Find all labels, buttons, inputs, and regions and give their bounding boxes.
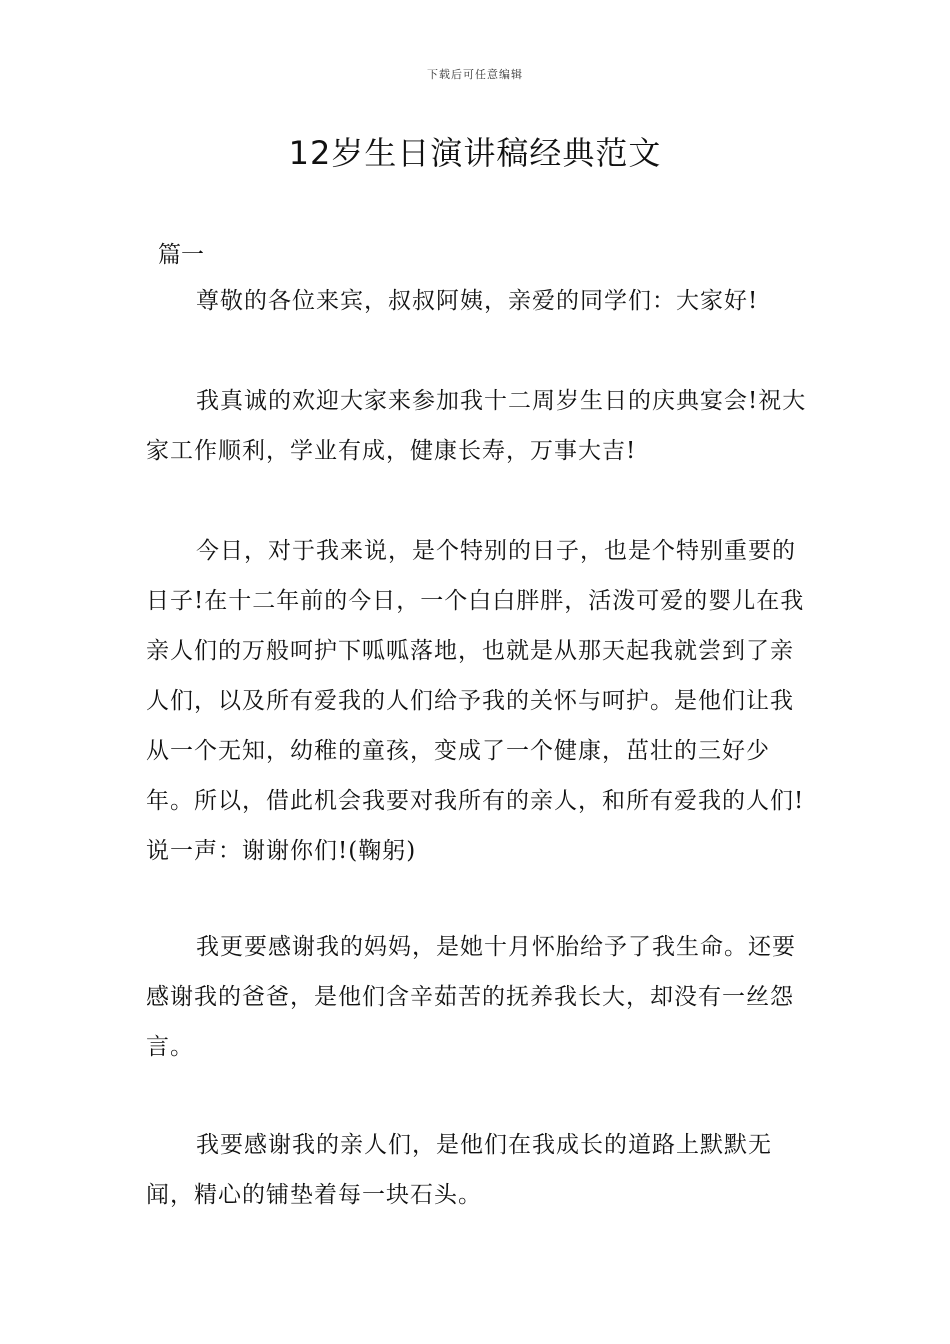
paragraph-welcome: 我真诚的欢迎大家来参加我十二周岁生日的庆典宴会!祝大家工作顺利，学业有成，健康长寿，万事大吉! [146,388,807,464]
paragraph-thank-parents: 我更要感谢我的妈妈，是她十月怀胎给予了我生命。还要感谢我的爸爸，是他们含辛茹苦的抚养我长大，却没有一丝怨言。 [146,934,796,1060]
paragraph-greeting: 尊敬的各位来宾，叔叔阿姨，亲爱的同学们：大家好! [196,288,759,314]
header-note: 下载后可任意编辑 [427,68,523,81]
document-title: 12岁生日演讲稿经典范文 [288,134,662,172]
paragraph-thank-relatives: 我要感谢我的亲人们，是他们在我成长的道路上默默无闻，精心的铺垫着每一块石头。 [146,1132,772,1208]
section-label: 篇一 [158,242,204,268]
paragraph-special-day: 今日，对于我来说，是个特别的日子，也是个特别重要的日子!在十二年前的今日，一个白白胖胖，活泼可爱的婴儿在我亲人们的万般呵护下呱呱落地，也就是从那天起我就尝到了亲人们，以及所有爱我的人们给予我的关怀与呵护。是他们让我从一个无知，幼稚的童孩，变成了一个健康，茁壮的三好少年。所以，借此机会我要对我所有的亲人，和所有爱我的人们!说一声：谢谢你们!(鞠躬) [146,538,805,864]
